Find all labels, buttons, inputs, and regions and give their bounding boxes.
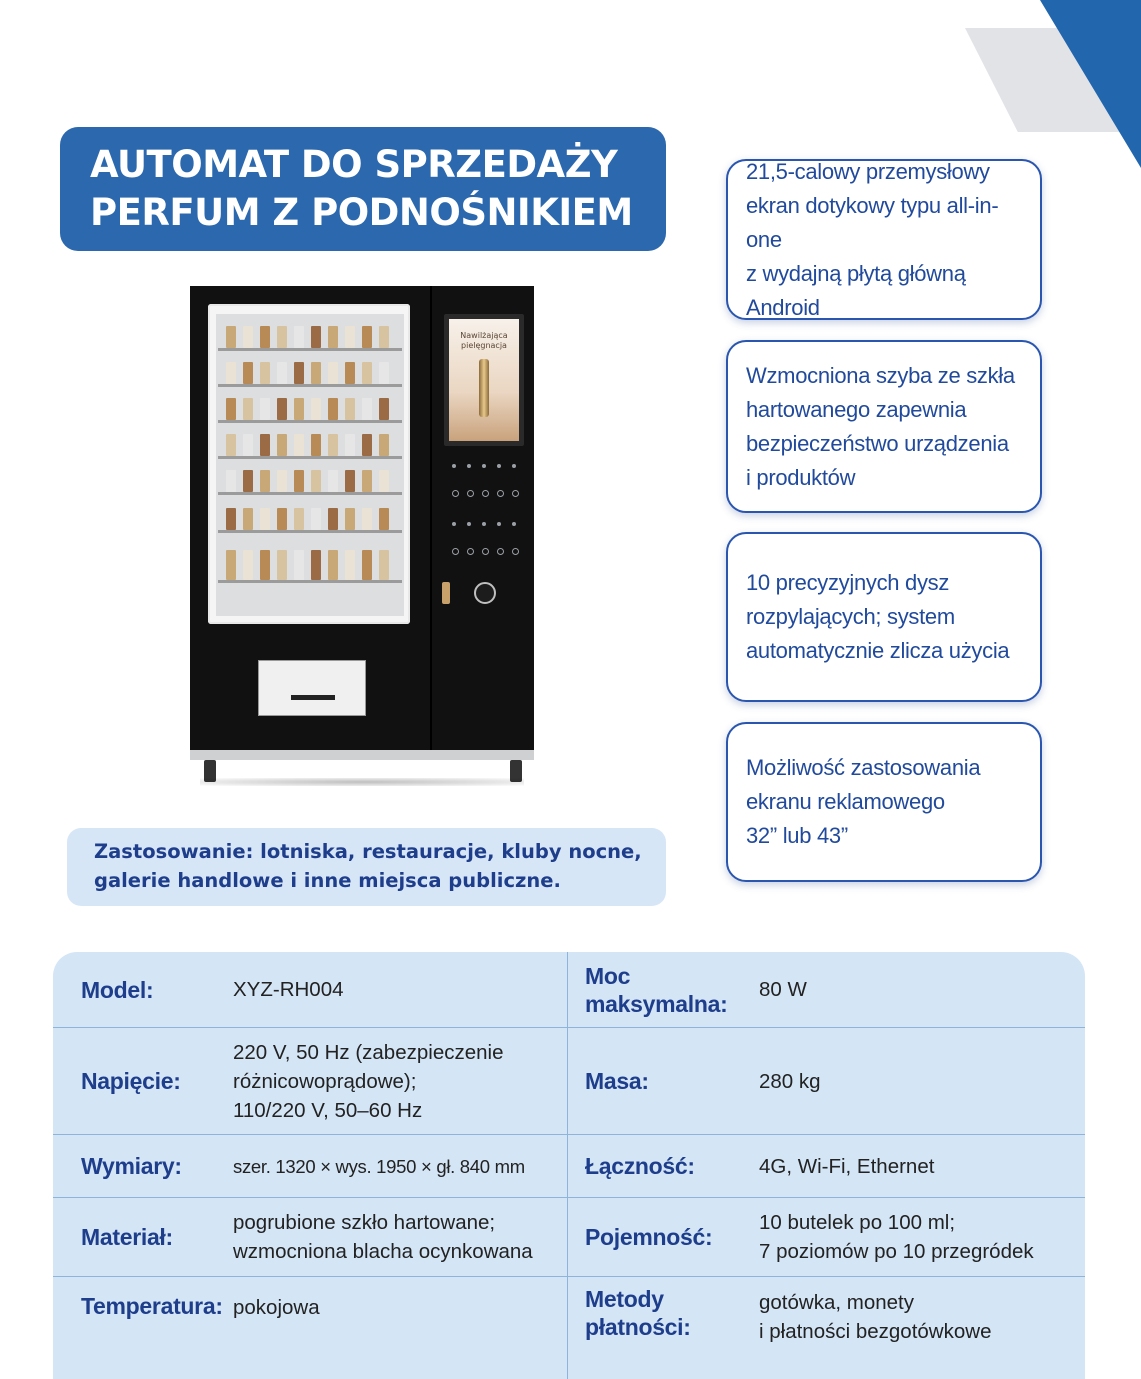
perfume-product [226,434,236,456]
perfume-product [243,550,253,580]
machine-shelf [218,580,402,583]
machine-shelf [218,384,402,387]
perfume-product [243,470,253,492]
machine-shelf [218,492,402,495]
spec-value-line: pokojowa [233,1296,320,1319]
spec-column-divider [567,952,568,1379]
nozzle-button-icon [467,464,471,468]
feature-card-ad-screen [726,722,1042,882]
spec-value-capacity [759,1198,1079,1276]
spec-value-voltage [233,1028,563,1134]
page-title [60,127,666,251]
perfume-product [311,470,321,492]
spec-label-line: Masa: [585,1068,649,1094]
perfume-product [345,398,355,420]
feature-text [746,566,1009,668]
spec-label-weight [585,1028,745,1134]
feature-line: automatycznie zlicza użycia [746,638,1010,663]
spec-value-line: pogrubione szkło hartowane; [233,1211,496,1234]
perfume-product [362,434,372,456]
perfume-product [277,470,287,492]
nozzle-button-icon [452,490,459,497]
machine-screen-ad [449,319,519,441]
perfume-product [379,326,389,348]
spec-value-line: 7 poziomów po 10 przegródek [759,1240,1034,1263]
nozzle-button-icon [467,548,474,555]
feature-card-nozzles [726,532,1042,702]
perfume-product [260,550,270,580]
spec-label-line: Pojemność: [585,1224,713,1250]
perfume-product [277,508,287,530]
title-line-1: AUTOMAT DO SPRZEDAŻY [90,143,618,186]
spec-label-model [81,952,221,1027]
spec-value-line: i płatności bezgotówkowe [759,1320,992,1343]
spec-label-dimensions [81,1135,221,1197]
perfume-product [226,550,236,580]
perfume-product [345,326,355,348]
feature-text [746,359,1015,495]
spec-value-line: szer. 1320 × wys. 1950 × gł. 840 mm [233,1155,525,1177]
payment-reader-icon [474,582,496,604]
tray-slot [291,695,335,700]
spec-value-line: gotówka, monety [759,1291,914,1314]
machine-shelf [218,348,402,351]
feature-line: rozpylających; system [746,604,955,629]
machine-shelf [218,530,402,533]
nozzle-button-icon [482,490,489,497]
perfume-product [311,326,321,348]
perfume-product [379,508,389,530]
machine-divider [430,286,432,750]
perfume-product [294,326,304,348]
perfume-product [311,434,321,456]
machine-shelf [218,420,402,423]
feature-line: ekran dotykowy typu all-in-one [746,192,999,252]
nozzle-button-icon [497,522,501,526]
perfume-product [311,508,321,530]
perfume-product [260,508,270,530]
application-line-1: Zastosowanie: lotniska, restauracje, kluby nocne, [94,840,642,863]
nozzle-button-icon [482,464,486,468]
spec-value-line: 280 kg [759,1069,821,1093]
spec-value-line: 110/220 V, 50–60 Hz [233,1098,423,1122]
spec-label-payment-methods [585,1285,745,1341]
feature-text [746,751,980,853]
perfume-product [345,550,355,580]
feature-line: Możliwość zastosowania [746,755,981,780]
nozzle-button-icon [497,490,504,497]
perfume-product [311,362,321,384]
perfume-product [226,508,236,530]
perfume-product [226,326,236,348]
spec-value-line: 220 V, 50 Hz (zabezpieczenie [233,1040,504,1064]
nozzle-button-icon [467,522,471,526]
machine-screen-line-1: Nawilżająca [460,331,508,340]
perfume-product [294,508,304,530]
perfume-product [260,470,270,492]
application-box [67,828,666,906]
perfume-product [311,550,321,580]
perfume-product [328,326,338,348]
perfume-product [243,508,253,530]
feature-line: 32” lub 43” [746,823,848,848]
perfume-product [277,326,287,348]
spec-value-line: XYZ-RH004 [233,978,344,1001]
nozzle-button-icon [512,464,516,468]
nozzle-button-icon [452,522,456,526]
perfume-product [294,470,304,492]
perfume-product [362,326,372,348]
perfume-product [362,508,372,530]
nozzle-button-icon [497,464,501,468]
spec-table [53,952,1085,1379]
spec-value-connectivity [759,1135,1079,1197]
feature-line: 10 precyzyjnych dysz [746,570,950,595]
feature-line: i produktów [746,464,856,490]
perfume-product [260,434,270,456]
perfume-product [362,362,372,384]
perfume-product [243,362,253,384]
pickup-tray [258,660,366,716]
feature-text [746,155,1030,325]
perfume-product [260,326,270,348]
perfume-product [362,470,372,492]
spec-label-connectivity [585,1135,745,1197]
spec-label-line: Materiał: [81,1224,173,1250]
feature-line: Wzmocniona szyba ze szkła [746,362,1015,388]
perfume-product [260,362,270,384]
perfume-product [277,434,287,456]
perfume-product [226,470,236,492]
perfume-product [243,434,253,456]
machine-screen-text [449,331,519,351]
spec-label-line: Metody [585,1286,664,1312]
perfume-product [362,550,372,580]
nozzle-button-icon [482,522,486,526]
perfume-product [226,362,236,384]
spec-row-divider [53,1276,1085,1277]
nozzle-button-icon [497,548,504,555]
spec-label-line: płatności: [585,1314,691,1340]
perfume-product [345,434,355,456]
spec-value-line: 4G, Wi-Fi, Ethernet [759,1154,935,1178]
spec-value-line: 80 W [759,978,807,1001]
machine-shadow [200,778,524,786]
vending-machine-image [190,286,534,786]
perfume-product [294,434,304,456]
spec-label-line: Temperatura: [81,1293,223,1319]
machine-shelf [218,456,402,459]
feature-line: hartowanego zapewnia [746,396,967,422]
perfume-product [277,398,287,420]
spec-label-capacity [585,1198,745,1276]
nozzle-button-icon [452,464,456,468]
perfume-product [328,508,338,530]
spec-value-weight [759,1028,1079,1134]
spec-value-line: wzmocniona blacha ocynkowana [233,1240,533,1263]
perfume-product [277,362,287,384]
perfume-product [379,470,389,492]
machine-touchscreen [444,314,524,446]
feature-card-touchscreen [726,159,1042,320]
perfume-product [379,362,389,384]
feature-line: bezpieczeństwo urządzenia [746,430,1009,456]
spec-label-max-power [585,952,745,1027]
perfume-product [345,470,355,492]
spec-label-voltage [81,1028,221,1134]
perfume-product [294,398,304,420]
perfume-product [277,550,287,580]
perfume-product [379,434,389,456]
nozzle-button-icon [482,548,489,555]
spec-label-line: Model: [81,976,154,1003]
perfume-product [328,362,338,384]
perfume-product [345,508,355,530]
machine-base [190,750,534,760]
perfume-product [311,398,321,420]
perfume-product [294,362,304,384]
nozzle-button-icon [512,522,516,526]
feature-line: z wydajną płytą główną Android [746,260,966,320]
spec-label-material [81,1198,221,1276]
spec-value-material [233,1198,563,1276]
title-line-2: PERFUM Z PODNOŚNIKIEM [90,191,633,234]
nozzle-button-icon [467,490,474,497]
perfume-product [260,398,270,420]
spec-value-max-power [759,952,1079,1027]
perfume-bottle-icon [479,359,489,417]
perfume-product [362,398,372,420]
perfume-product [328,550,338,580]
perfume-product [328,470,338,492]
lock-icon [442,582,450,604]
perfume-product [328,434,338,456]
spec-label-line: Napięcie: [81,1068,181,1094]
feature-card-glass [726,340,1042,513]
perfume-product [294,550,304,580]
perfume-product [226,398,236,420]
spec-label-line: Wymiary: [81,1153,182,1179]
perfume-product [243,326,253,348]
nozzle-button-icon [512,490,519,497]
perfume-product [345,362,355,384]
spec-label-temperature [81,1292,231,1320]
machine-screen-line-2: pielęgnacja [461,341,507,350]
spec-value-payment-methods [759,1288,1079,1346]
spec-value-dimensions [233,1135,567,1197]
spec-label-line: Łączność: [585,1153,695,1179]
spec-label-line: Moc [585,962,631,989]
nozzle-button-icon [512,548,519,555]
feature-line: ekranu reklamowego [746,789,945,814]
perfume-product [379,398,389,420]
spec-value-line: 10 butelek po 100 ml; [759,1211,956,1234]
spec-label-line: maksymalna: [585,990,728,1017]
perfume-product [328,398,338,420]
perfume-product [243,398,253,420]
spec-value-line: różnicowoprądowe); [233,1069,417,1093]
perfume-product [379,550,389,580]
spec-value-temperature [233,1293,563,1322]
feature-line: 21,5-calowy przemysłowy [746,158,990,184]
nozzle-button-icon [452,548,459,555]
spec-value-model [233,952,563,1027]
application-line-2: galerie handlowe i inne miejsca publiczne. [94,869,561,892]
